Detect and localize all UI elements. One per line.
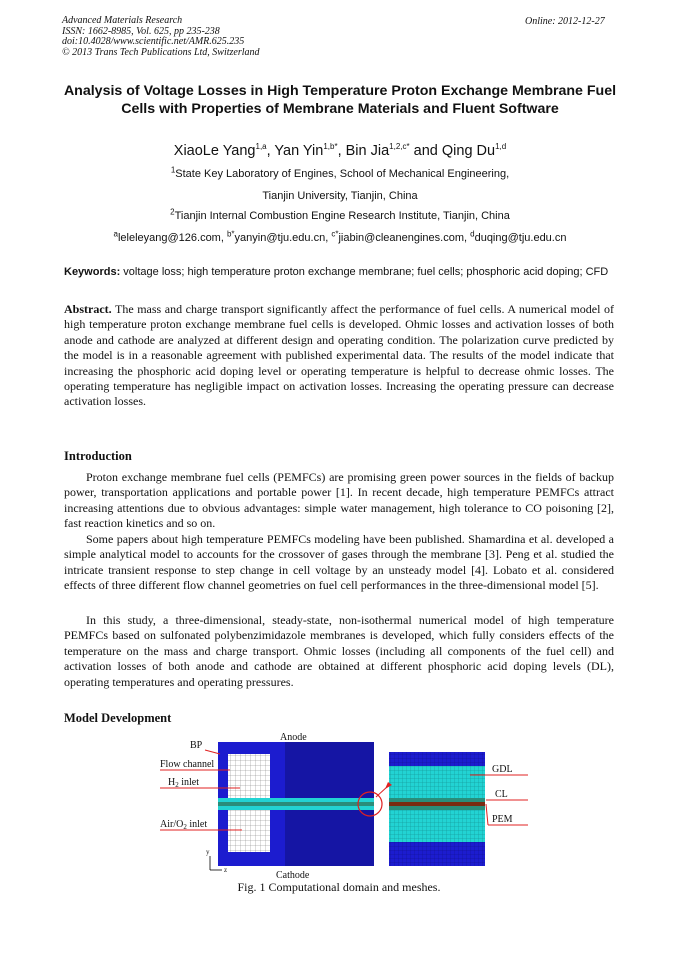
label-bp: BP bbox=[190, 740, 203, 751]
keywords bbox=[64, 266, 617, 279]
figure-caption: Fig. 1 Computational domain and meshes. bbox=[237, 880, 441, 894]
issn-line: ISSN: 1662-8985, Vol. 625, pp 235-238 bbox=[62, 25, 220, 37]
email-line: $^a$leleleyang@126.com, $^{b*}$yanyin@tju.edu.cn, $^{c*}$jiabin@cleanengines.com, $^d$duqing@tju.edu.cn bbox=[113, 229, 567, 244]
intro-paragraph-2: Some papers about high temperature PEMFCs modeling have been published. Shamardina et al. developed a simple analytical model to accounts for the crossover of gases through the membrane [3]. Peng et al. studied the intricate transient response to step change in cell voltage by an unsteady model [4]. Lobato et al. considered effects of three different flow channel geometries on fuel cell performances in the three-dimensional model [5]. bbox=[64, 532, 614, 593]
abstract bbox=[64, 302, 614, 410]
author-and: and bbox=[409, 143, 442, 159]
zoom-cathode-gdl bbox=[389, 810, 485, 842]
label-cathode: Cathode bbox=[276, 870, 310, 880]
abstract-label: Abstract. bbox=[64, 302, 112, 316]
label-flow-channel: Flow channel bbox=[160, 759, 215, 770]
intro-paragraph-3: In this study, a three-dimensional, steady-state, non-isothermal numerical model of high temperature PEMFCs based on sulfonated polybenzimidazole membranes is developed, which fully considers effects of the temperature on the mass and charge transport. Ohmic losses (including all components of the fuel cell) and activation losses of both anode and cathode are obtained at different phosphoric acid doping levels (DL), operating temperatures and operating pressures. bbox=[64, 613, 614, 689]
cathode-gdl-band bbox=[218, 806, 374, 810]
email-address[interactable]: jiabin@cleanengines.com bbox=[338, 232, 464, 244]
email-address[interactable]: leleleyang@126.com bbox=[117, 232, 221, 244]
affiliation-text: Tianjin University, Tianjin, China bbox=[262, 190, 418, 202]
email-sup: d bbox=[470, 229, 475, 239]
label-pem: PEM bbox=[492, 814, 513, 825]
label-anode: Anode bbox=[280, 732, 307, 743]
email-address[interactable]: duqing@tju.edu.cn bbox=[474, 232, 567, 244]
intro-paragraph-1: Proton exchange membrane fuel cells (PEMFCs) are promising green power sources in the fields of backup power, transportation applications and portable power [1]. In recent decade, high temperature PEMFCs attract increasing attentions due to obvious advantages: simple water management, high tolerance to CO poisoning [2], fast reaction kinetics and so on. bbox=[64, 470, 614, 531]
affiliation-sup: 1 bbox=[170, 165, 176, 175]
zoomed-mesh bbox=[389, 752, 485, 866]
label-h2-inlet bbox=[168, 777, 199, 789]
computational-domain-figure bbox=[150, 730, 540, 880]
label-air-inlet bbox=[160, 819, 207, 831]
email-sup: c* bbox=[331, 229, 339, 239]
affiliation-2 bbox=[62, 207, 618, 222]
cathode-flow-channel bbox=[228, 810, 270, 852]
author-name: Bin Jia bbox=[345, 143, 390, 159]
label-cl: CL bbox=[495, 789, 508, 800]
author-list bbox=[62, 143, 618, 159]
affiliation-text: State Key Laboratory of Engines, School of Mechanical Engineering, bbox=[175, 168, 510, 180]
zoom-pem bbox=[389, 802, 485, 806]
email-sup: a bbox=[113, 229, 118, 239]
author-sup: 1,a bbox=[255, 142, 267, 152]
email-address[interactable]: yanyin@tju.edu.cn bbox=[234, 232, 326, 244]
online-date: Online: 2012-12-27 bbox=[525, 16, 605, 27]
section-heading-introduction: Introduction bbox=[64, 449, 132, 463]
email-sup: b* bbox=[226, 229, 235, 239]
air-rest: inlet bbox=[186, 819, 208, 830]
author-name: XiaoLe Yang bbox=[173, 143, 256, 159]
bp-leader bbox=[205, 750, 220, 754]
abstract-text: The mass and charge transport significantly affect the performance of fuel cells. A numerical model of high temperature proton exchange membrane fuel cells is developed. Ohmic losses and activation losses of both anode and cathode are analyzed at different design and operating condition. The polarization curve predicted by the model is in a reasonable agreement with published experimental data. The results of the model indicate that increasing the phosphoric acid doping level or operating temperature is helpful to decrease ohmic losses. The operating temperature has negligible impact on activation losses. Increasing the operating pressure can decrease activation losses. bbox=[64, 302, 614, 409]
h2-text: H bbox=[168, 777, 176, 788]
h2-rest: inlet bbox=[178, 777, 200, 788]
air-text: Air/O bbox=[160, 819, 184, 830]
copyright-line: © 2013 Trans Tech Publications Ltd, Switzerland bbox=[62, 46, 260, 58]
keywords-label: Keywords: bbox=[64, 266, 121, 278]
anode-gdl-band bbox=[218, 798, 374, 802]
h2-sub: 2 bbox=[175, 781, 179, 789]
author-sup: 1,2,c* bbox=[389, 142, 410, 152]
affiliation-1 bbox=[62, 165, 618, 180]
label-gdl: GDL bbox=[492, 764, 513, 775]
keywords-text: voltage loss; high temperature proton exchange membrane; fuel cells; phosphoric acid doping; CFD bbox=[120, 266, 609, 278]
affiliation-text: Tianjin Internal Combustion Engine Research Institute, Tianjin, China bbox=[174, 210, 510, 222]
journal-name: Advanced Materials Research bbox=[62, 15, 183, 26]
zoom-anode-cl bbox=[389, 798, 485, 802]
author-sup: 1,b* bbox=[323, 142, 338, 152]
affiliation-1-cont bbox=[62, 190, 618, 202]
affiliation-sup: 2 bbox=[170, 207, 175, 217]
membrane-band bbox=[218, 802, 374, 806]
author-sup: 1,d bbox=[495, 142, 507, 152]
zoom-cathode-cl bbox=[389, 806, 485, 810]
pem-leader-v bbox=[486, 804, 488, 825]
author-separator: , bbox=[337, 143, 346, 159]
author-name: Yan Yin bbox=[274, 143, 324, 159]
axis-label-z: z bbox=[224, 866, 228, 874]
axis-label-y: y bbox=[206, 848, 210, 856]
paper-title: Analysis of Voltage Losses in High Temperature Proton Exchange Membrane Fuel Cells with Properties of Membrane Materials and Fluent Software bbox=[63, 83, 617, 117]
air-sub: 2 bbox=[183, 823, 187, 831]
zoom-anode-gdl bbox=[389, 766, 485, 798]
author-name: Qing Du bbox=[441, 143, 496, 159]
author-separator: , bbox=[266, 143, 275, 159]
section-heading-model-development: Model Development bbox=[64, 711, 172, 725]
doi-line: doi:10.4028/www.scientific.net/AMR.625.235 bbox=[62, 36, 245, 47]
full-domain-mesh bbox=[218, 742, 374, 866]
anode-flow-channel bbox=[228, 754, 270, 800]
